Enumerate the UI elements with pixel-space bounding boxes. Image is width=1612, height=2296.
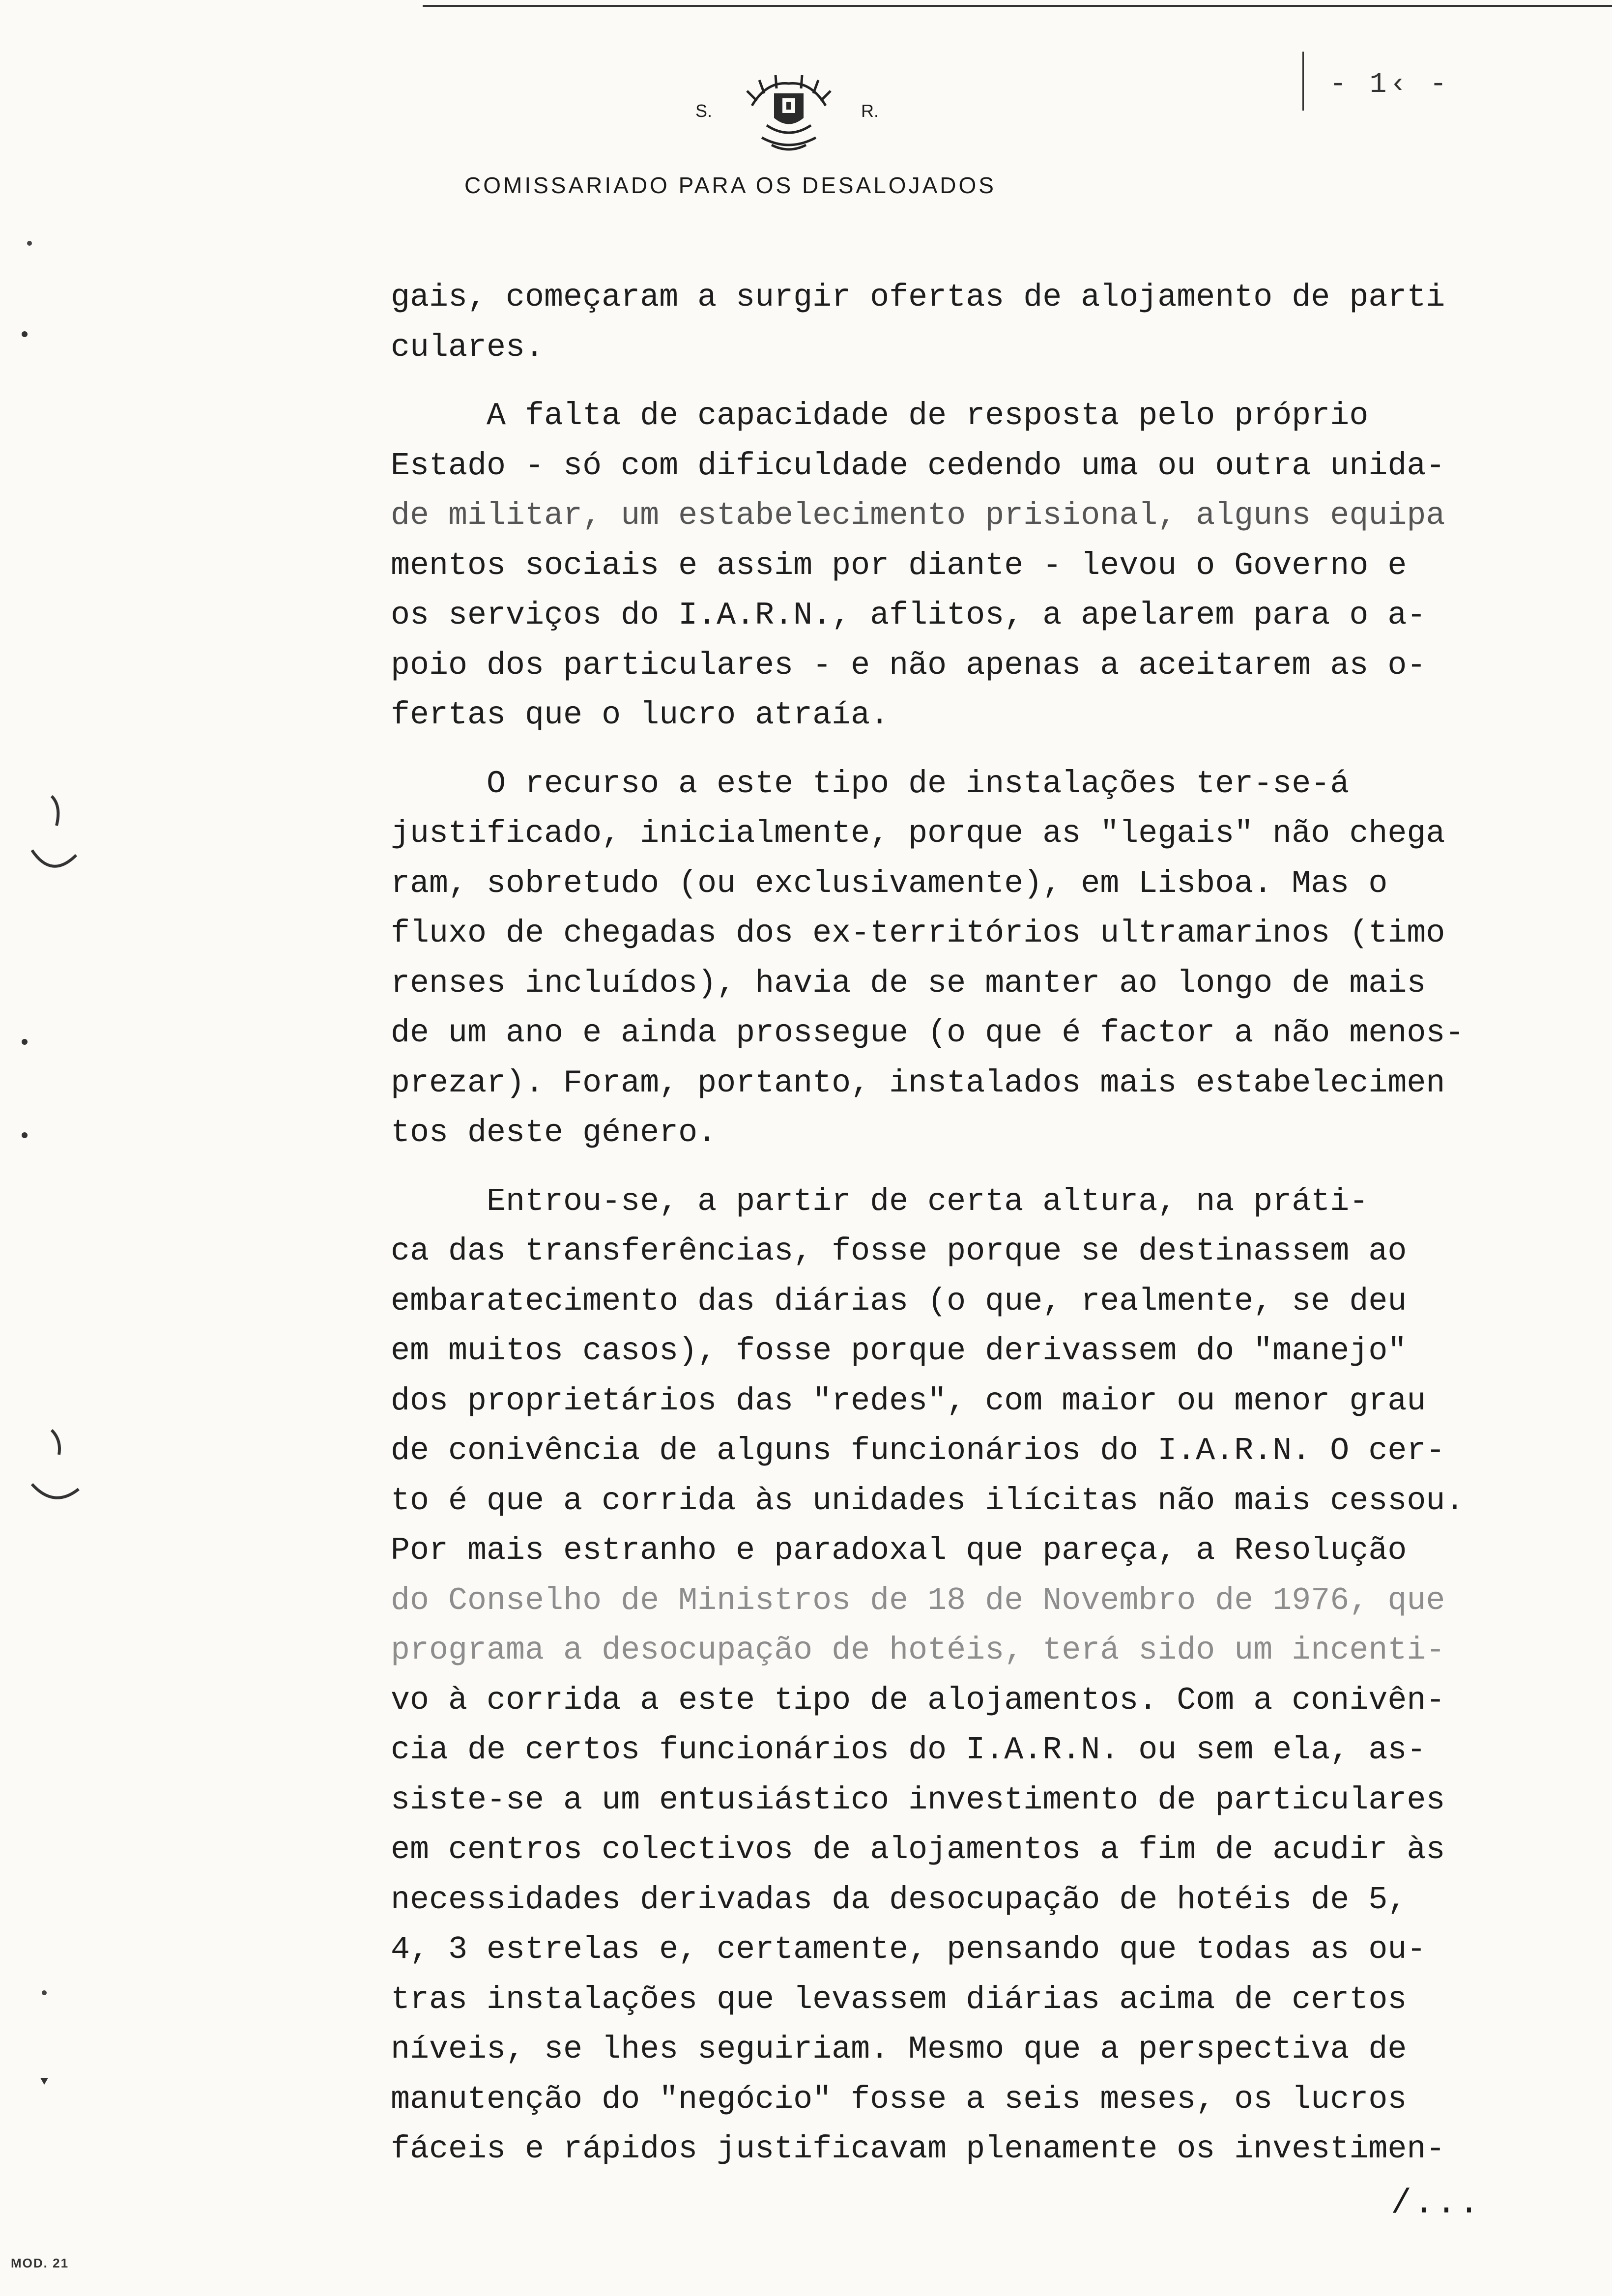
text-line: A falta de capacidade de resposta pelo próprio [391,398,1369,434]
text-line: Entrou-se, a partir de certa altura, na práti- [391,1183,1369,1220]
text-line: de conivência de alguns funcionários do I.A.R.N. O cer- [391,1433,1445,1469]
continuation-mark: /... [1391,2184,1482,2223]
header-left-letter: S. [695,101,713,121]
form-code: MOD. 21 [11,2256,69,2270]
top-border-line [423,5,1612,7]
text-line: O recurso a este tipo de instalações ter-se-á [391,765,1350,802]
text-line: necessidades derivadas da desocupação de hotéis de 5, [391,1881,1407,1918]
coat-of-arms-emblem [737,71,840,155]
text-line: de um ano e ainda prossegue (o que é factor a não menos- [391,1015,1465,1051]
hole-punch-mark-upper [27,786,81,885]
text-line: justificado, inicialmente, porque as "legais" não chega [391,815,1445,852]
text-line: fáceis e rápidos justificavam plenamente os investimen- [391,2131,1445,2167]
text-line: culares. [391,329,545,366]
margin-speck-1 [20,236,39,251]
text-line: em centros colectivos de alojamentos a fim de acudir às [391,1832,1445,1868]
text-line: cia de certos funcionários do I.A.R.N. ou sem ela, as- [391,1732,1426,1768]
text-line: prezar). Foram, portanto, instalados mais estabelecimen [391,1064,1445,1101]
organization-name: COMISSARIADO PARA OS DESALOJADOS [464,172,996,198]
text-line: de militar, um estabelecimento prisional, alguns equipa [391,497,1445,534]
margin-speck-4 [15,1125,34,1145]
text-line: dos proprietários das "redes", com maior ou menor grau [391,1382,1426,1419]
text-line: vo à corrida a este tipo de alojamentos. Com a conivên- [391,1682,1445,1719]
page-number-bar [1302,52,1304,111]
document-body [391,273,1541,2175]
text-line: os serviços do I.A.R.N., aflitos, a apelarem para o a- [391,597,1426,633]
text-line: programa a desocupação de hotéis, terá sido um incenti- [391,1632,1445,1668]
text-line: Por mais estranho e paradoxal que pareça, a Resolução [391,1532,1407,1569]
text-line: ram, sobretudo (ou exclusivamente), em Lisboa. Mas o [391,865,1388,902]
hole-punch-mark-lower [27,1425,81,1523]
text-line: níveis, se lhes seguiriam. Mesmo que a perspectiva de [391,2031,1407,2067]
text-line: fertas que o lucro atraía. [391,697,890,733]
text-line: gais, começaram a surgir ofertas de alojamento de parti [391,279,1445,316]
margin-speck-6 [34,2074,54,2089]
margin-speck-2 [15,324,34,344]
paragraph [391,273,1541,373]
paragraph [391,391,1541,741]
paragraph-gap [391,1158,1541,1177]
page-number: - 1‹ - [1329,69,1450,101]
text-line: tras instalações que levassem diárias acima de certos [391,1981,1407,2018]
paragraph-gap [391,741,1541,759]
paragraph [391,759,1541,1158]
text-line: mentos sociais e assim por diante - levou o Governo e [391,547,1407,584]
text-line: tos deste género. [391,1115,717,1151]
text-line: fluxo de chegadas dos ex-territórios ultramarinos (timo [391,915,1445,951]
text-line: renses incluídos), havia de se manter ao longo de mais [391,965,1426,1002]
text-line: ca das transferências, fosse porque se destinassem ao [391,1233,1407,1269]
text-line: to é que a corrida às unidades ilícitas não mais cessou. [391,1482,1465,1519]
text-line: embaratecimento das diárias (o que, realmente, se deu [391,1283,1407,1320]
margin-speck-5 [34,1985,54,2000]
paragraph [391,1177,1541,2175]
margin-speck-3 [15,1022,34,1052]
text-line: do Conselho de Ministros de 18 de Novembro de 1976, que [391,1582,1445,1619]
text-line: poio dos particulares - e não apenas a aceitarem as o- [391,647,1426,684]
text-line: 4, 3 estrelas e, certamente, pensando que todas as ou- [391,1931,1426,1968]
text-line: siste-se a um entusiástico investimento de particulares [391,1781,1445,1818]
text-line: manutenção do "negócio" fosse a seis meses, os lucros [391,2081,1407,2118]
text-line: Estado - só com dificuldade cedendo uma ou outra unida- [391,447,1445,484]
text-line: em muitos casos), fosse porque derivassem do "manejo" [391,1333,1407,1369]
paragraph-gap [391,373,1541,391]
header-right-letter: R. [861,101,879,121]
